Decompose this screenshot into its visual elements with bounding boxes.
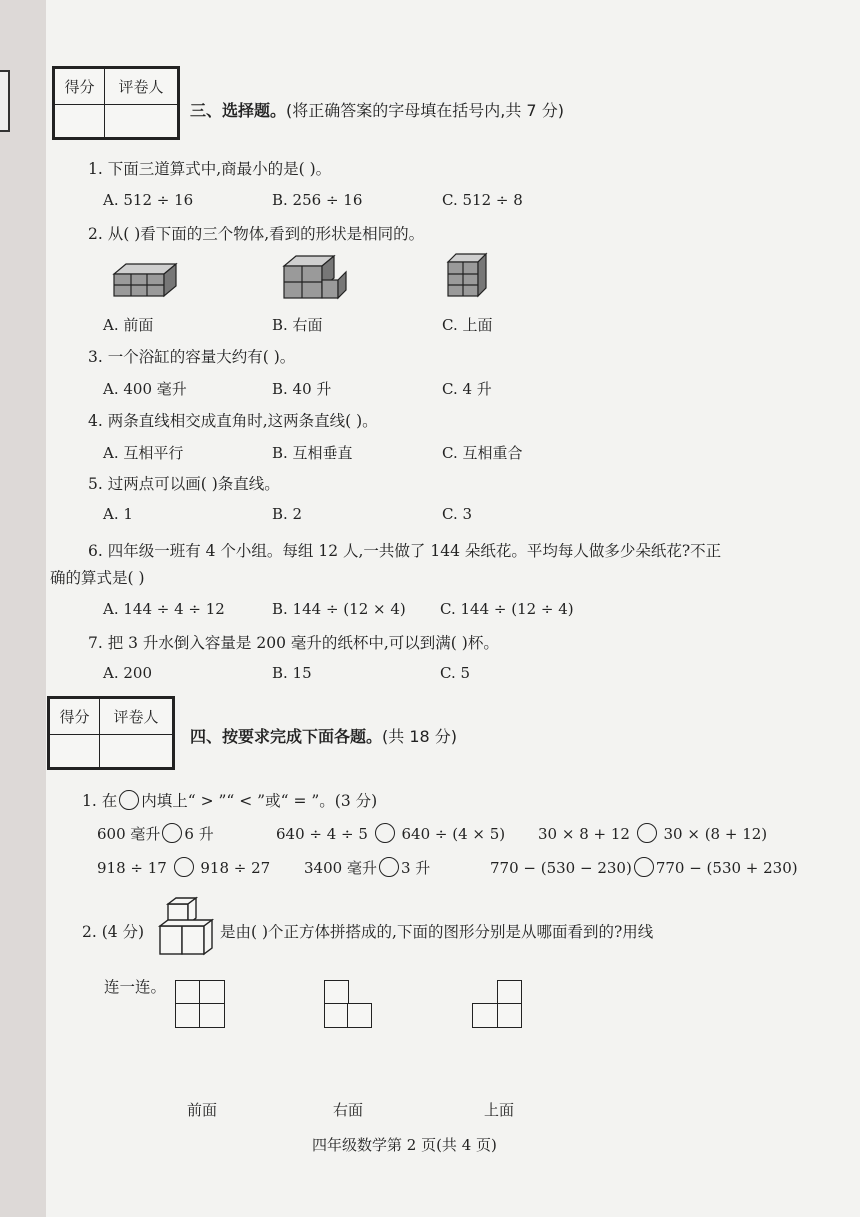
compare-left: 30 × 8 + 12: [538, 825, 630, 843]
q1-option-a[interactable]: A. 512 ÷ 16: [103, 191, 194, 209]
grader-label: 评卷人: [100, 699, 173, 735]
q4-option-a[interactable]: A. 互相平行: [103, 444, 184, 462]
compare-item-4: [97, 857, 270, 877]
question-5: 5. 过两点可以画( )条直线。: [88, 475, 280, 493]
section4-title: [190, 724, 457, 747]
compare-right: 3 升: [400, 859, 431, 877]
q3-option-b[interactable]: B. 40 升: [272, 380, 332, 398]
compare-item-1: [97, 823, 214, 844]
q3-option-c[interactable]: C. 4 升: [442, 380, 492, 398]
circle-icon: [119, 790, 139, 810]
view-grid-four-squares: [175, 980, 225, 1028]
section4-heading: 四、按要求完成下面各题。: [190, 727, 383, 746]
question-3: 3. 一个浴缸的容量大约有( )。: [88, 348, 296, 366]
score-cell[interactable]: [50, 735, 100, 768]
compare-left: 640 ÷ 4 ÷ 5: [276, 825, 368, 843]
q1-option-b[interactable]: B. 256 ÷ 16: [272, 191, 363, 209]
binding-mark: [0, 70, 10, 132]
cube-stack-figure: [156, 896, 218, 958]
s4-question-2-prefix: 2. (4 分): [82, 923, 145, 941]
compare-item-2: [276, 823, 505, 843]
question-2: 2. 从( )看下面的三个物体,看到的形状是相同的。: [88, 225, 425, 243]
compare-right: 30 × (8 + 12): [663, 825, 768, 843]
section3-note: (将正确答案的字母填在括号内,共 7 分): [286, 101, 564, 120]
view-grid-reverse-l: [472, 980, 522, 1028]
object-figure-c: [446, 252, 496, 298]
question-1: 1. 下面三道算式中,商最小的是( )。: [88, 160, 332, 178]
section3-heading: 三、选择题。: [190, 101, 287, 120]
grader-label: 评卷人: [105, 69, 178, 105]
grader-cell[interactable]: [105, 105, 178, 138]
compare-left: 3400 毫升: [304, 859, 377, 877]
view-grid-l-shape: [324, 980, 372, 1028]
score-cell[interactable]: [55, 105, 105, 138]
q4-option-c[interactable]: C. 互相重合: [442, 444, 523, 462]
section3-title: [190, 98, 564, 121]
compare-left: 600 毫升: [97, 825, 161, 843]
compare-item-5: [304, 857, 430, 878]
compare-circle-input[interactable]: [174, 857, 194, 877]
q7-option-a[interactable]: A. 200: [103, 664, 152, 682]
score-box-section4: [47, 696, 175, 770]
compare-right: 640 ÷ (4 × 5): [401, 825, 506, 843]
q2-option-c[interactable]: C. 上面: [442, 316, 493, 334]
compare-right: 770 − (530 + 230): [655, 859, 798, 877]
view-label-front[interactable]: 前面: [187, 1101, 218, 1119]
page-margin-shadow: [0, 0, 46, 1217]
q2-option-b[interactable]: B. 右面: [272, 316, 323, 334]
view-label-top[interactable]: 上面: [484, 1101, 515, 1119]
compare-item-3: [538, 823, 767, 843]
compare-left: 918 ÷ 17: [97, 859, 167, 877]
object-figure-b: [282, 254, 350, 300]
compare-item-6: [490, 857, 798, 877]
compare-circle-input[interactable]: [637, 823, 657, 843]
s4-question-1: [82, 789, 377, 811]
s4-q1-intro: 1. 在: [82, 792, 118, 810]
grader-cell[interactable]: [100, 735, 173, 768]
object-figure-a: [112, 258, 182, 298]
compare-circle-input[interactable]: [162, 823, 182, 843]
question-4: 4. 两条直线相交成直角时,这两条直线( )。: [88, 412, 378, 430]
q7-option-b[interactable]: B. 15: [272, 664, 312, 682]
section4-note: (共 18 分): [382, 727, 458, 746]
page-footer: 四年级数学第 2 页(共 4 页): [312, 1136, 497, 1154]
s4-question-2-text2: 连一连。: [104, 978, 167, 996]
question-6: 6. 四年级一班有 4 个小组。每组 12 人,一共做了 144 朵纸花。平均每人做多少朵纸花?不正: [88, 542, 722, 560]
compare-left: 770 − (530 − 230): [490, 859, 632, 877]
q6-option-a[interactable]: A. 144 ÷ 4 ÷ 12: [103, 600, 225, 618]
question-6-line2: 确的算式是( ): [50, 569, 145, 587]
q2-option-a[interactable]: A. 前面: [103, 316, 154, 334]
s4-question-2-text: 是由( )个正方体拼搭成的,下面的图形分别是从哪面看到的?用线: [220, 923, 654, 941]
score-label: 得分: [50, 699, 100, 735]
q5-option-b[interactable]: B. 2: [272, 505, 303, 523]
score-box-section3: [52, 66, 180, 140]
score-label: 得分: [55, 69, 105, 105]
compare-right: 6 升: [184, 825, 214, 843]
compare-circle-input[interactable]: [634, 857, 654, 877]
view-label-right[interactable]: 右面: [333, 1101, 364, 1119]
q6-option-b[interactable]: B. 144 ÷ (12 × 4): [272, 600, 406, 618]
q6-option-c[interactable]: C. 144 ÷ (12 ÷ 4): [440, 600, 574, 618]
compare-circle-input[interactable]: [375, 823, 395, 843]
compare-right: 918 ÷ 27: [200, 859, 271, 877]
q5-option-a[interactable]: A. 1: [103, 505, 133, 523]
question-7: 7. 把 3 升水倒入容量是 200 毫升的纸杯中,可以到满( )杯。: [88, 634, 499, 652]
q1-option-c[interactable]: C. 512 ÷ 8: [442, 191, 523, 209]
s4-q1-rest: 内填上“ > ”“ < ”或“ = ”。(3 分): [141, 792, 378, 810]
q4-option-b[interactable]: B. 互相垂直: [272, 444, 353, 462]
compare-circle-input[interactable]: [379, 857, 399, 877]
q5-option-c[interactable]: C. 3: [442, 505, 473, 523]
q7-option-c[interactable]: C. 5: [440, 664, 471, 682]
q3-option-a[interactable]: A. 400 毫升: [103, 380, 187, 398]
